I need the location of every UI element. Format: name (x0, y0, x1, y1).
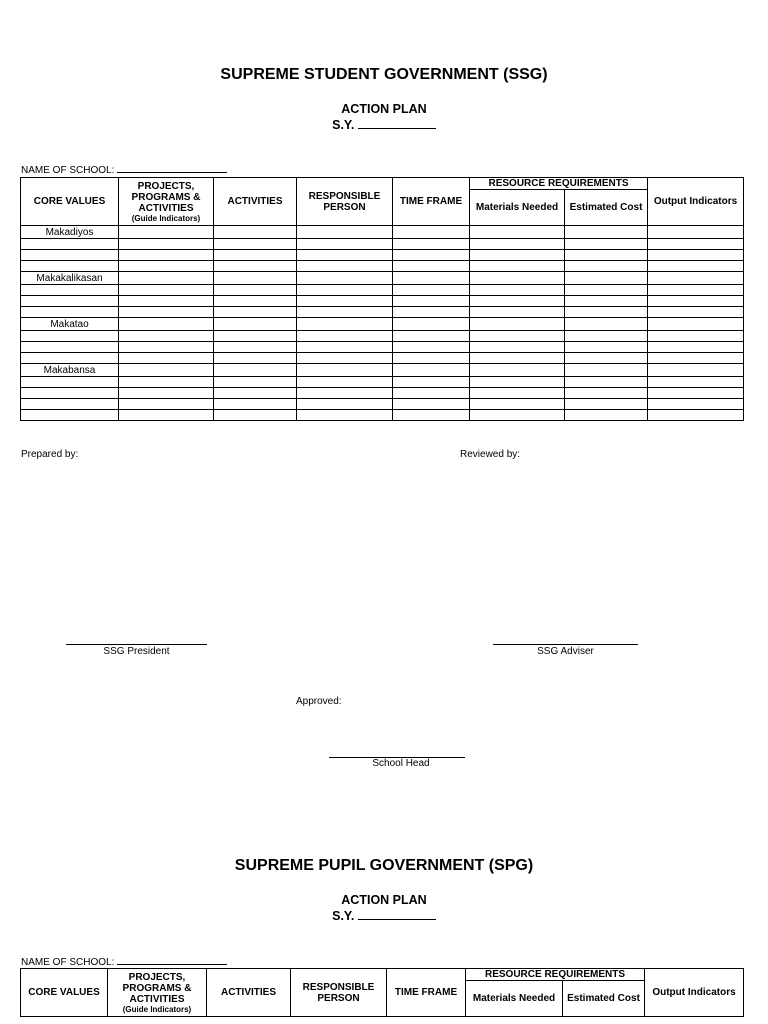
spg-header-guide-indicators: (Guide Indicators) (122, 1004, 192, 1014)
table-cell (470, 342, 565, 353)
table-cell (393, 399, 470, 410)
table-cell (21, 410, 119, 421)
table-cell (648, 377, 744, 388)
spg-header-time-frame: TIME FRAME (387, 969, 466, 1017)
president-label: SSG President (103, 646, 170, 657)
table-row (21, 285, 744, 296)
table-cell (214, 250, 297, 261)
table-cell (565, 353, 648, 364)
table-cell (21, 353, 119, 364)
table-cell (297, 410, 393, 421)
table-cell (393, 250, 470, 261)
table-cell (565, 377, 648, 388)
table-cell (297, 377, 393, 388)
core-value-cell: Makakalikasan (21, 272, 119, 285)
table-cell (648, 285, 744, 296)
table-cell (393, 239, 470, 250)
ssg-sy-blank (358, 118, 436, 129)
ssg-action-plan-table (20, 177, 744, 421)
table-cell (393, 261, 470, 272)
table-cell (648, 388, 744, 399)
table-cell (565, 318, 648, 331)
ssg-table-body (21, 226, 744, 421)
header-estimated-cost: Estimated Cost (565, 190, 648, 226)
spg-school-year (0, 909, 768, 924)
table-cell (393, 331, 470, 342)
table-cell (393, 318, 470, 331)
table-cell (119, 226, 214, 239)
table-cell (565, 239, 648, 250)
adviser-signature-line (493, 644, 638, 645)
table-cell (393, 377, 470, 388)
table-cell (21, 285, 119, 296)
table-cell (119, 388, 214, 399)
core-value-cell: Makatao (21, 318, 119, 331)
table-cell (119, 410, 214, 421)
table-cell (297, 399, 393, 410)
table-cell (214, 261, 297, 272)
table-cell (21, 399, 119, 410)
table-cell (470, 410, 565, 421)
table-cell (470, 388, 565, 399)
table-cell (214, 239, 297, 250)
spg-header-activities: ACTIVITIES (207, 969, 291, 1017)
header-time-frame: TIME FRAME (393, 178, 470, 226)
table-cell (214, 353, 297, 364)
spg-sy-label: S.Y. (332, 909, 355, 923)
table-cell (648, 307, 744, 318)
ssg-name-of-school (21, 163, 227, 176)
spg-name-of-school-blank (117, 955, 227, 965)
table-cell (648, 342, 744, 353)
table-cell (648, 239, 744, 250)
reviewed-by-label: Reviewed by: (460, 449, 521, 460)
table-cell (648, 410, 744, 421)
header-materials-needed: Materials Needed (470, 190, 565, 226)
table-cell (297, 272, 393, 285)
table-cell (648, 353, 744, 364)
table-cell (470, 296, 565, 307)
table-cell (214, 307, 297, 318)
table-cell (214, 226, 297, 239)
president-signature-line (66, 644, 207, 645)
prepared-by-label: Prepared by: (21, 449, 79, 460)
spg-header-materials-needed: Materials Needed (466, 981, 563, 1017)
core-value-cell: Makadiyos (21, 226, 119, 239)
table-cell (297, 239, 393, 250)
spg-header-core-values: CORE VALUES (21, 969, 108, 1017)
table-row (21, 410, 744, 421)
header-responsible-person: RESPONSIBLE PERSON (297, 178, 393, 226)
table-cell (393, 388, 470, 399)
table-cell (214, 364, 297, 377)
table-cell (565, 364, 648, 377)
table-cell (119, 285, 214, 296)
spg-header-projects (108, 969, 207, 1017)
table-cell (21, 296, 119, 307)
table-cell (119, 250, 214, 261)
table-cell (297, 353, 393, 364)
table-row (21, 272, 744, 285)
table-row (21, 388, 744, 399)
ssg-school-year (0, 118, 768, 133)
table-cell (470, 272, 565, 285)
table-cell (119, 377, 214, 388)
table-cell (470, 331, 565, 342)
table-row (21, 364, 744, 377)
table-cell (297, 250, 393, 261)
table-cell (214, 296, 297, 307)
table-cell (565, 261, 648, 272)
spg-action-plan-table (20, 968, 744, 1017)
table-row (21, 296, 744, 307)
table-cell (565, 296, 648, 307)
table-cell (119, 342, 214, 353)
table-cell (297, 261, 393, 272)
table-cell (214, 377, 297, 388)
table-cell (119, 239, 214, 250)
table-cell (565, 226, 648, 239)
table-cell (393, 307, 470, 318)
table-cell (214, 285, 297, 296)
table-cell (297, 331, 393, 342)
table-cell (21, 388, 119, 399)
table-row (21, 307, 744, 318)
school-head-label: School Head (372, 758, 430, 769)
table-cell (119, 296, 214, 307)
spg-subtitle: ACTION PLAN (341, 893, 427, 907)
table-cell (470, 364, 565, 377)
table-cell (393, 364, 470, 377)
table-cell (648, 261, 744, 272)
table-cell (214, 410, 297, 421)
table-cell (21, 307, 119, 318)
header-core-values: CORE VALUES (21, 178, 119, 226)
table-row (21, 226, 744, 239)
table-cell (470, 239, 565, 250)
table-cell (648, 272, 744, 285)
table-cell (648, 364, 744, 377)
table-cell (21, 250, 119, 261)
table-cell (119, 261, 214, 272)
spg-title: SUPREME PUPIL GOVERNMENT (SPG) (234, 857, 534, 874)
table-cell (214, 331, 297, 342)
spg-header-responsible-person: RESPONSIBLE PERSON (291, 969, 387, 1017)
core-value-cell: Makabansa (21, 364, 119, 377)
table-cell (565, 388, 648, 399)
table-cell (393, 285, 470, 296)
table-row (21, 261, 744, 272)
table-cell (119, 399, 214, 410)
table-cell (297, 307, 393, 318)
table-row (21, 239, 744, 250)
ssg-title: SUPREME STUDENT GOVERNMENT (SSG) (220, 66, 548, 83)
table-cell (393, 296, 470, 307)
table-row (21, 331, 744, 342)
table-row (21, 399, 744, 410)
table-row (21, 318, 744, 331)
approved-label: Approved: (296, 696, 342, 707)
table-cell (297, 226, 393, 239)
table-cell (214, 272, 297, 285)
header-guide-indicators: (Guide Indicators) (131, 213, 201, 223)
header-resource-requirements: RESOURCE REQUIREMENTS (470, 178, 648, 190)
header-output-indicators: Output Indicators (648, 178, 744, 226)
table-cell (297, 296, 393, 307)
table-cell (648, 331, 744, 342)
table-row (21, 342, 744, 353)
table-cell (470, 353, 565, 364)
table-cell (565, 250, 648, 261)
table-cell (648, 296, 744, 307)
table-cell (119, 353, 214, 364)
table-cell (393, 410, 470, 421)
spg-header-projects-label: PROJECTS, PROGRAMS & ACTIVITIES (122, 971, 192, 1005)
header-projects (119, 178, 214, 226)
ssg-name-of-school-blank (117, 163, 227, 173)
header-projects-label: PROJECTS, PROGRAMS & ACTIVITIES (131, 180, 201, 214)
table-cell (565, 410, 648, 421)
table-cell (297, 318, 393, 331)
table-cell (565, 399, 648, 410)
table-cell (297, 388, 393, 399)
table-cell (648, 399, 744, 410)
adviser-label: SSG Adviser (537, 646, 594, 657)
table-cell (119, 272, 214, 285)
table-cell (648, 318, 744, 331)
table-cell (393, 353, 470, 364)
table-cell (565, 342, 648, 353)
spg-header-estimated-cost: Estimated Cost (563, 981, 645, 1017)
table-row (21, 353, 744, 364)
table-cell (393, 342, 470, 353)
table-cell (297, 342, 393, 353)
table-cell (214, 388, 297, 399)
table-cell (297, 285, 393, 296)
ssg-subtitle: ACTION PLAN (341, 102, 427, 116)
table-cell (119, 318, 214, 331)
table-cell (214, 342, 297, 353)
table-cell (470, 261, 565, 272)
table-cell (565, 272, 648, 285)
table-cell (21, 239, 119, 250)
table-cell (470, 318, 565, 331)
table-cell (470, 399, 565, 410)
ssg-name-of-school-label: NAME OF SCHOOL: (21, 165, 115, 176)
table-cell (565, 307, 648, 318)
table-cell (565, 285, 648, 296)
spg-header-resource-requirements: RESOURCE REQUIREMENTS (466, 969, 645, 981)
ssg-sy-label: S.Y. (332, 118, 355, 132)
table-cell (119, 364, 214, 377)
table-row (21, 250, 744, 261)
spg-sy-blank (358, 909, 436, 920)
table-cell (648, 250, 744, 261)
table-cell (21, 261, 119, 272)
table-cell (214, 399, 297, 410)
table-cell (214, 318, 297, 331)
table-cell (470, 285, 565, 296)
table-row (21, 377, 744, 388)
table-cell (470, 307, 565, 318)
header-activities: ACTIVITIES (214, 178, 297, 226)
table-cell (470, 250, 565, 261)
table-cell (119, 307, 214, 318)
table-cell (119, 331, 214, 342)
table-cell (565, 331, 648, 342)
spg-header-output-indicators: Output Indicators (645, 969, 744, 1017)
table-cell (21, 377, 119, 388)
table-cell (21, 342, 119, 353)
spg-name-of-school (21, 955, 227, 968)
table-cell (393, 226, 470, 239)
table-cell (648, 226, 744, 239)
table-cell (470, 226, 565, 239)
table-cell (470, 377, 565, 388)
table-cell (21, 331, 119, 342)
table-cell (393, 272, 470, 285)
table-cell (297, 364, 393, 377)
spg-name-of-school-label: NAME OF SCHOOL: (21, 957, 115, 968)
